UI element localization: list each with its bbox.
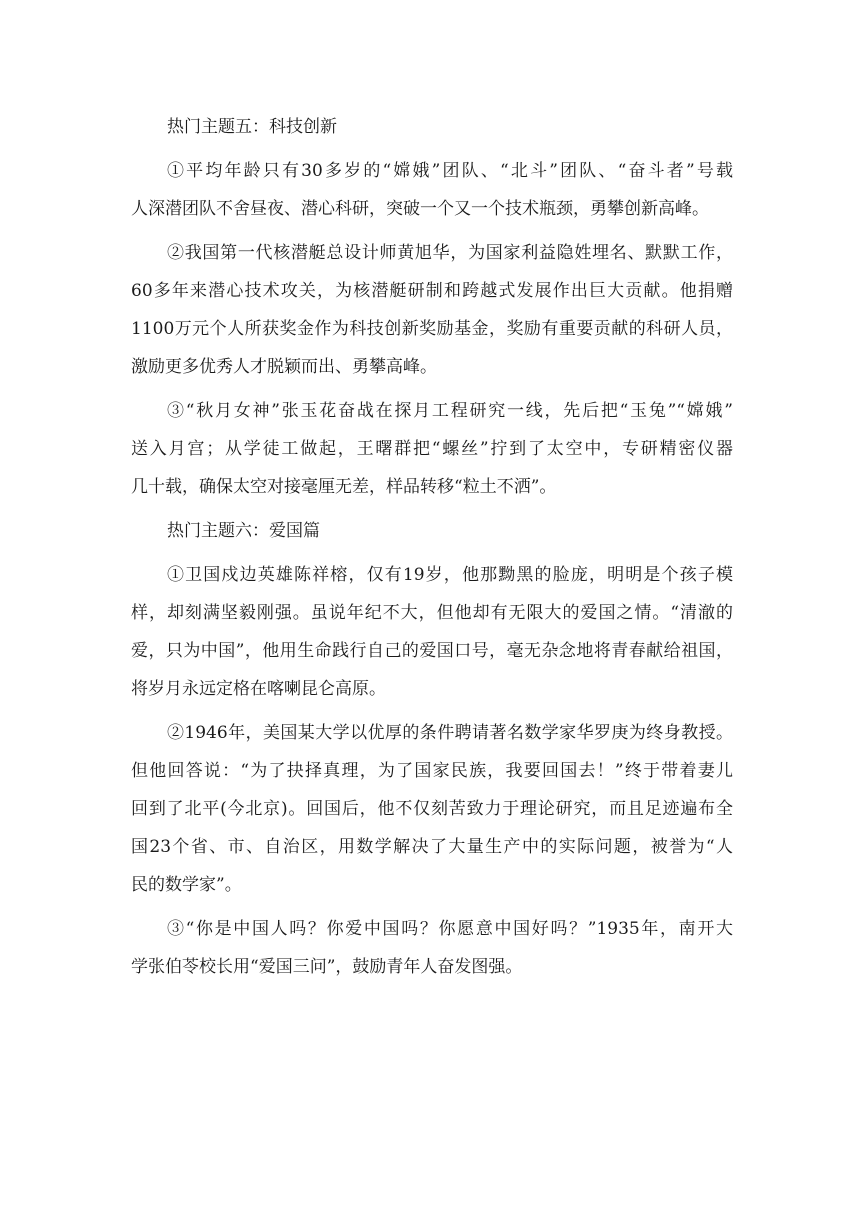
paragraph-line: 人深潜团队不舍昼夜、潜心科研，突破一个又一个技术瓶颈，勇攀创新高峰。 xyxy=(131,199,709,219)
section-heading-tech-innovation: 热门主题五：科技创新 xyxy=(167,117,337,137)
paragraph-line: 回到了北平(今北京)。回国后，他不仅刻苦致力于理论研究，而且足迹遍布全 xyxy=(131,799,733,819)
paragraph-line: ③“你是中国人吗？你爱中国吗？你愿意中国好吗？”1935年，南开大 xyxy=(167,919,733,939)
paragraph-line: 但他回答说：“为了抉择真理，为了国家民族，我要回国去！”终于带着妻儿 xyxy=(131,761,733,781)
paragraph-line: 学张伯苓校长用“爱国三问”，鼓励青年人奋发图强。 xyxy=(131,957,523,977)
paragraph xyxy=(131,234,733,386)
paragraph-line: 国23个省、市、自治区，用数学解决了大量生产中的实际问题，被誉为“人 xyxy=(131,837,733,857)
paragraph xyxy=(131,910,733,986)
paragraph-line: ①卫国戍边英雄陈祥榕，仅有19岁，他那黝黑的脸庞，明明是个孩子模 xyxy=(167,565,733,585)
paragraph-line: 送入月宫；从学徒工做起，王曙群把“螺丝”拧到了太空中，专研精密仪器 xyxy=(131,439,733,459)
paragraph-line: 60多年来潜心技术攻关，为核潜艇研制和跨越式发展作出巨大贡献。他捐赠 xyxy=(131,281,733,301)
paragraph xyxy=(131,152,733,228)
paragraph-line: 爱，只为中国”，他用生命践行自己的爱国口号，毫无杂念地将青春献给祖国， xyxy=(131,641,733,661)
document-body xyxy=(131,108,733,992)
paragraph-line: 1100万元个人所获奖金作为科技创新奖励基金，奖励有重要贡献的科研人员， xyxy=(131,319,733,339)
paragraph-line: 激励更多优秀人才脱颖而出、勇攀高峰。 xyxy=(131,357,437,377)
paragraph-line: 将岁月永远定格在喀喇昆仑高原。 xyxy=(131,679,386,699)
paragraph-line: 几十载，确保太空对接毫厘无差，样品转移“粒土不洒”。 xyxy=(131,477,557,497)
paragraph-line: ①平均年龄只有30多岁的“嫦娥”团队、“北斗”团队、“奋斗者”号载 xyxy=(167,161,733,181)
paragraph-line: ②我国第一代核潜艇总设计师黄旭华，为国家利益隐姓埋名、默默工作， xyxy=(167,243,733,263)
paragraph xyxy=(131,556,733,708)
paragraph-line: 民的数学家”。 xyxy=(131,875,242,895)
paragraph xyxy=(131,392,733,506)
paragraph-line: 样，却刻满坚毅刚强。虽说年纪不大，但他却有无限大的爱国之情。“清澈的 xyxy=(131,603,733,623)
section-heading-patriotism: 热门主题六：爱国篇 xyxy=(167,521,320,541)
paragraph-line: ②1946年，美国某大学以优厚的条件聘请著名数学家华罗庚为终身教授。 xyxy=(167,723,733,743)
paragraph xyxy=(131,714,733,904)
paragraph-line: ③“秋月女神”张玉花奋战在探月工程研究一线，先后把“玉兔”“嫦娥” xyxy=(167,401,733,421)
